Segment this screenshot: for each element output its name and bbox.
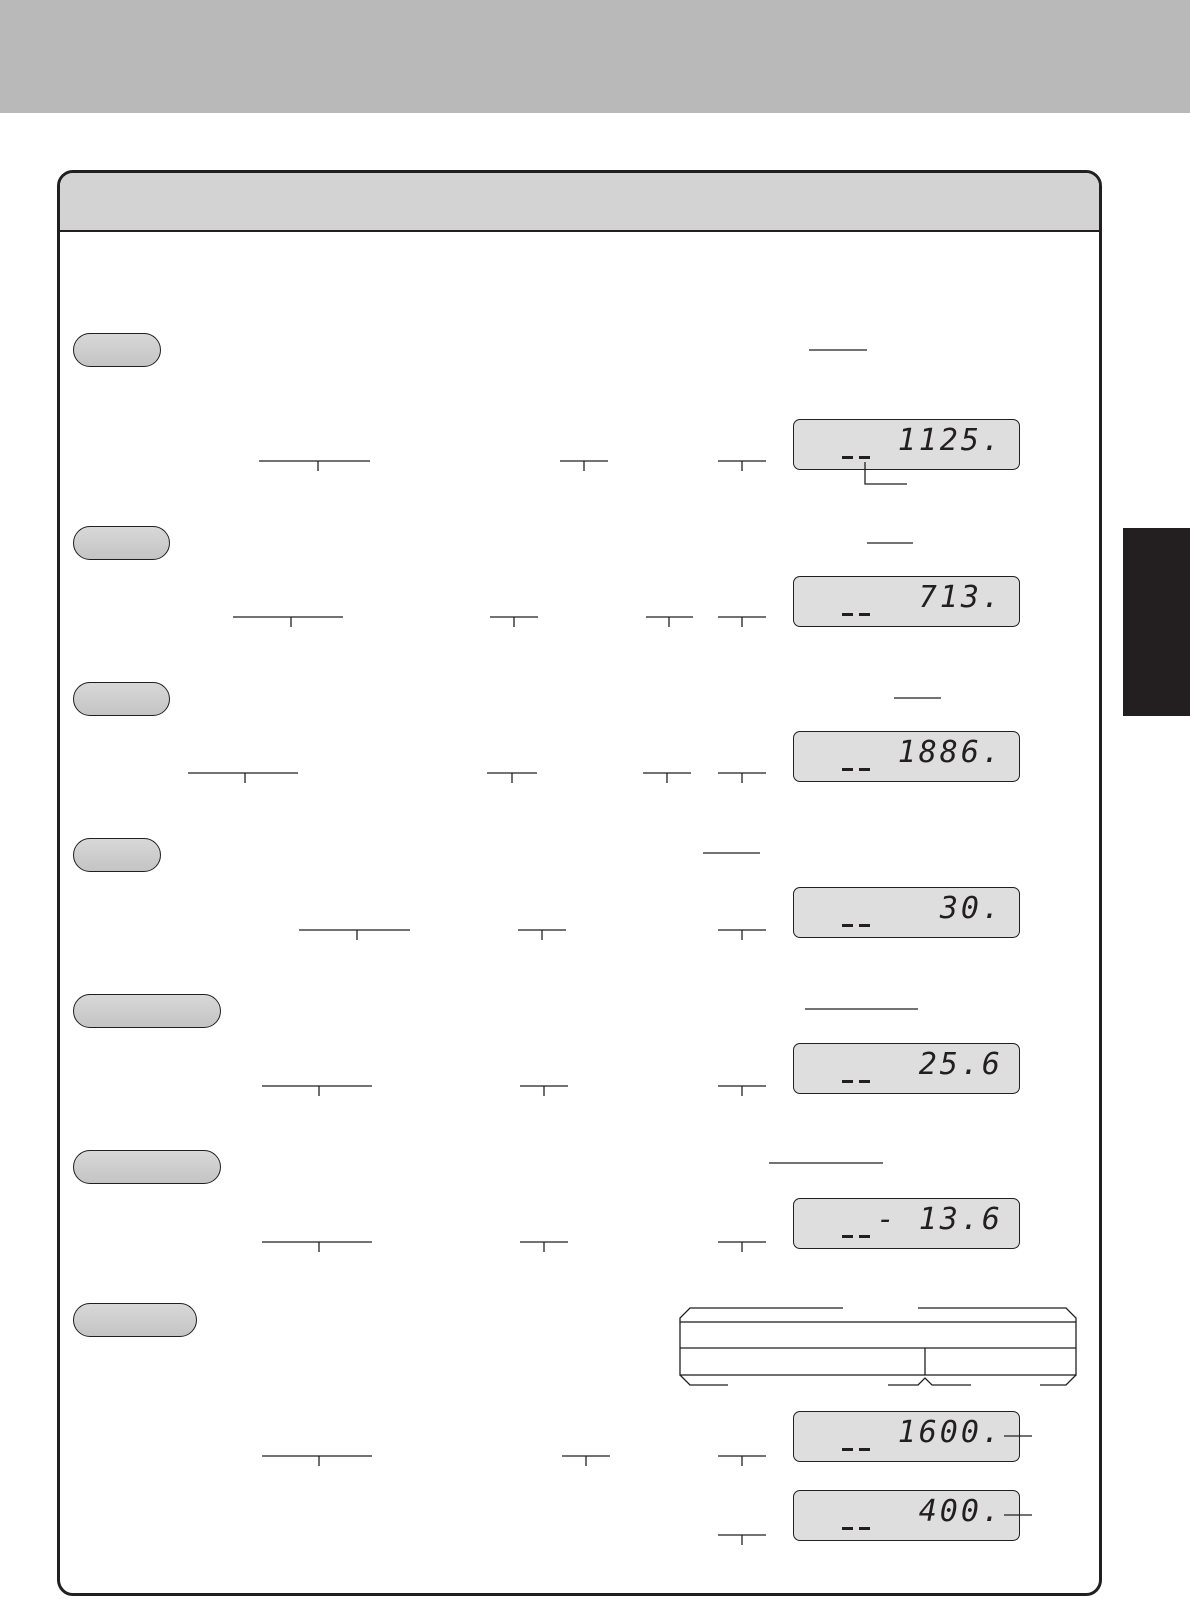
annotation-lines-4 [299,853,766,940]
display-value: 1886. [897,735,1003,770]
display-value: 1125. [897,423,1003,458]
breakdown-table [680,1308,1076,1385]
display-value: - 13.6 [876,1202,1003,1237]
annotation-lines-6 [262,1163,883,1252]
display-value: 1600. [897,1415,1003,1450]
annotation-lines-2 [233,543,913,627]
annotation-lines-3 [188,698,941,783]
annotation-lines-1 [259,350,907,484]
display-value: 30. [939,891,1003,926]
annotation-lines-7 [262,1436,1032,1545]
annotation-lines-5 [262,1009,918,1096]
display-value: 713. [918,580,1003,615]
display-value: 400. [918,1494,1003,1529]
display-value: 25.6 [918,1047,1003,1082]
